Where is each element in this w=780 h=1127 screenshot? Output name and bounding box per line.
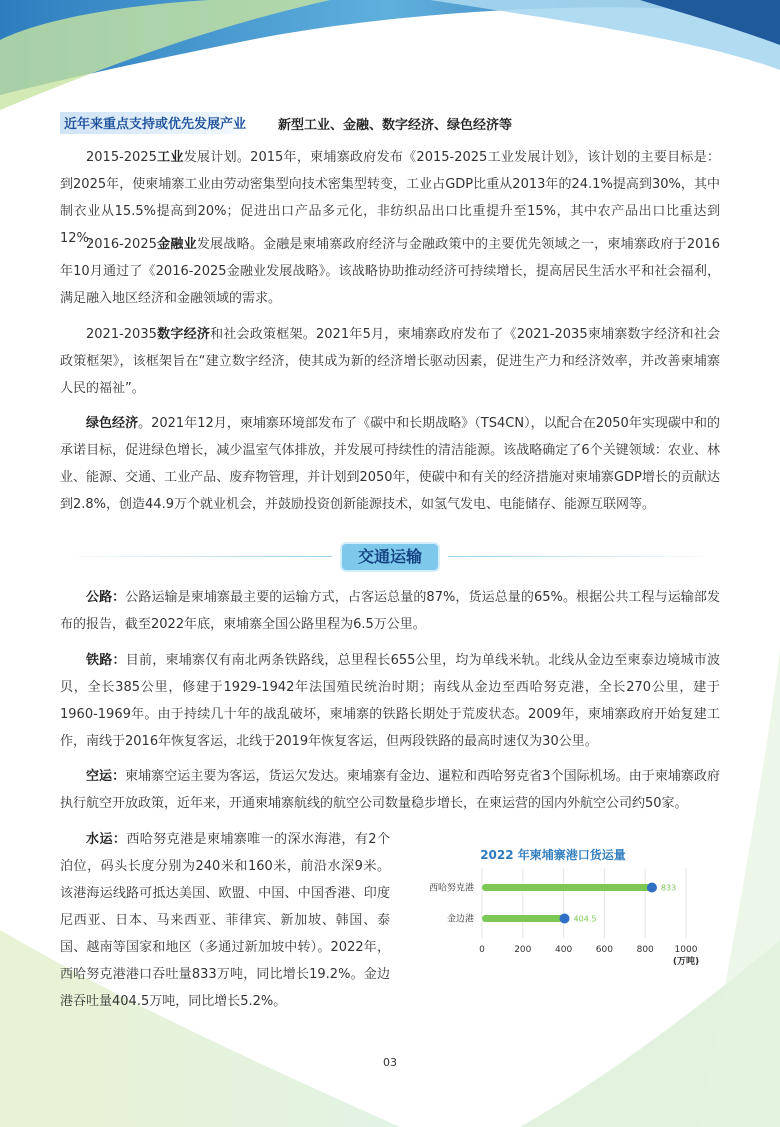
transport-rail-paragraph: 铁路：目前，柬埔寨仅有南北两条铁路线，总里程长655公里，均为单线米轨。北线从金边至柬泰边境城市波贝，全长385公里，修建于1929-1942年法国殖民统治时期；南线从金边至西哈努克港，全长270公里，建于1960-1969年。由于持续几十年的战乱破坏，柬埔寨的铁路长期处于荒废状态。2009年，柬埔寨政府开始复建工作，南线于2016年恢复客运，北线于2019年恢复客运，但两段铁路的最高时速仅为30公里。 bbox=[60, 653, 720, 749]
x-tick-label: 0 bbox=[479, 945, 485, 955]
transport-road-paragraph: 公路：公路运输是柬埔寨最主要的运输方式，占客运总量的87%，货运总量的65%。根据公共工程与运输部发布的报告，截至2022年底，柬埔寨全国公路里程为6.5万公里。 bbox=[60, 590, 720, 632]
bar-end-marker bbox=[647, 883, 657, 893]
focus-industries-row bbox=[60, 112, 512, 134]
plan-industry-paragraph: 2015-2025工业发展计划。2015年，柬埔寨政府发布《2015-2025工业发展计划》，该计划的主要目标是：到2025年，使柬埔寨工业由劳动密集型向技术密集型转变，工业占GDP比重从2013年的24.1%提高到30%，其中制衣业从15.5%提高到20%；促进出口产品多元化，非纺织品出口比重提升至15%，其中农产品出口比重达到12%。 bbox=[60, 150, 720, 246]
focus-industries-label: 近年来重点支持或优先发展产业 bbox=[60, 112, 252, 134]
bar-end-marker bbox=[560, 914, 570, 924]
plan-green-paragraph: 绿色经济。2021年12月，柬埔寨环境部发布了《碳中和长期战略》（TS4CN），以配合在2050年实现碳中和的承诺目标，促进绿色增长，减少温室气体排放，并发展可持续性的清洁能源。该战略确定了6个关键领域：农业、林业、能源、交通、工业产品、废弃物管理，并计划到2050年，使碳中和有关的经济措施对柬埔寨GDP增长的贡献达到2.8%，创造44.9万个就业机会，并鼓励投资创新能源技术，如氢气发电、电能储存、能源互联网等。 bbox=[60, 416, 720, 512]
plan-industry-keyword: 工业 bbox=[156, 150, 184, 165]
category-label: 西哈努克港 bbox=[428, 883, 474, 894]
x-tick-label: 1000 bbox=[674, 945, 698, 955]
data-label: 404.5 bbox=[573, 914, 597, 924]
transport-water-keyword: 水运： bbox=[86, 832, 127, 847]
x-tick-label: 800 bbox=[636, 945, 654, 955]
transport-air-paragraph: 空运：柬埔寨空运主要为客运，货运欠发达。柬埔寨有金边、暹粒和西哈努克省3个国际机场。由于柬埔寨政府执行航空开放政策，近年来，开通柬埔寨航线的航空公司数量稳步增长，在柬运营的国内外航空公司约50家。 bbox=[60, 769, 720, 811]
bar bbox=[482, 915, 565, 922]
x-tick-label: 200 bbox=[514, 945, 532, 955]
transport-air-keyword: 空运： bbox=[86, 769, 126, 784]
plan-finance-keyword: 金融业 bbox=[156, 237, 197, 252]
category-label: 金边港 bbox=[446, 914, 474, 925]
plan-finance-paragraph: 2016-2025金融业发展战略。金融是柬埔寨政府经济与金融政策中的主要优先领域之一，柬埔寨政府于2016年10月通过了《2016-2025金融业发展战略》。该战略协助推动经济可持续增长，提高居民生活水平和社会福利，满足融入地区经济和金融领域的需求。 bbox=[60, 237, 720, 306]
port-cargo-chart bbox=[410, 838, 720, 978]
x-tick-label: 400 bbox=[555, 945, 573, 955]
transport-water-paragraph: 水运：西哈努克港是柬埔寨唯一的深水海港，有2个泊位，码头长度分别为240米和160米，前沿水深9米。该港海运线路可抵达美国、欧盟、中国、中国香港、印度尼西亚、日本、马来西亚、菲律宾、新加坡、韩国、泰国、越南等国家和地区（多通过新加坡中转）。2022年，西哈努克港港口吞吐量833万吨，同比增长19.2%。金边港吞吐量404.5万吨，同比增长5.2%。 bbox=[60, 832, 390, 1009]
bar bbox=[482, 884, 652, 891]
plan-digital-paragraph: 2021-2035数字经济和社会政策框架。2021年5月，柬埔寨政府发布了《2021-2035柬埔寨数字经济和社会政策框架》，该框架旨在“建立数字经济，使其成为新的经济增长驱动因素，促进生产力和经济效率，并改善柬埔寨人民的福祉”。 bbox=[60, 327, 720, 396]
x-tick-label: 600 bbox=[595, 945, 613, 955]
section-divider-left bbox=[60, 556, 332, 557]
section-header bbox=[60, 544, 720, 570]
chart-plot bbox=[410, 838, 720, 978]
page-number: 03 bbox=[383, 1056, 397, 1069]
section-divider-right bbox=[448, 556, 720, 557]
plan-green-keyword: 绿色经济 bbox=[86, 416, 139, 431]
transport-road-keyword: 公路： bbox=[86, 590, 126, 605]
data-label: 833 bbox=[660, 883, 677, 893]
x-unit-label: (万吨) bbox=[672, 957, 700, 967]
plan-digital-keyword: 数字经济 bbox=[156, 327, 211, 342]
focus-industries-value: 新型工业、金融、数字经济、绿色经济等 bbox=[278, 117, 513, 133]
chart-title: 2022 年柬埔寨港口货运量 bbox=[480, 848, 626, 862]
section-title: 交通运输 bbox=[342, 544, 438, 570]
transport-rail-keyword: 铁路： bbox=[86, 653, 126, 668]
